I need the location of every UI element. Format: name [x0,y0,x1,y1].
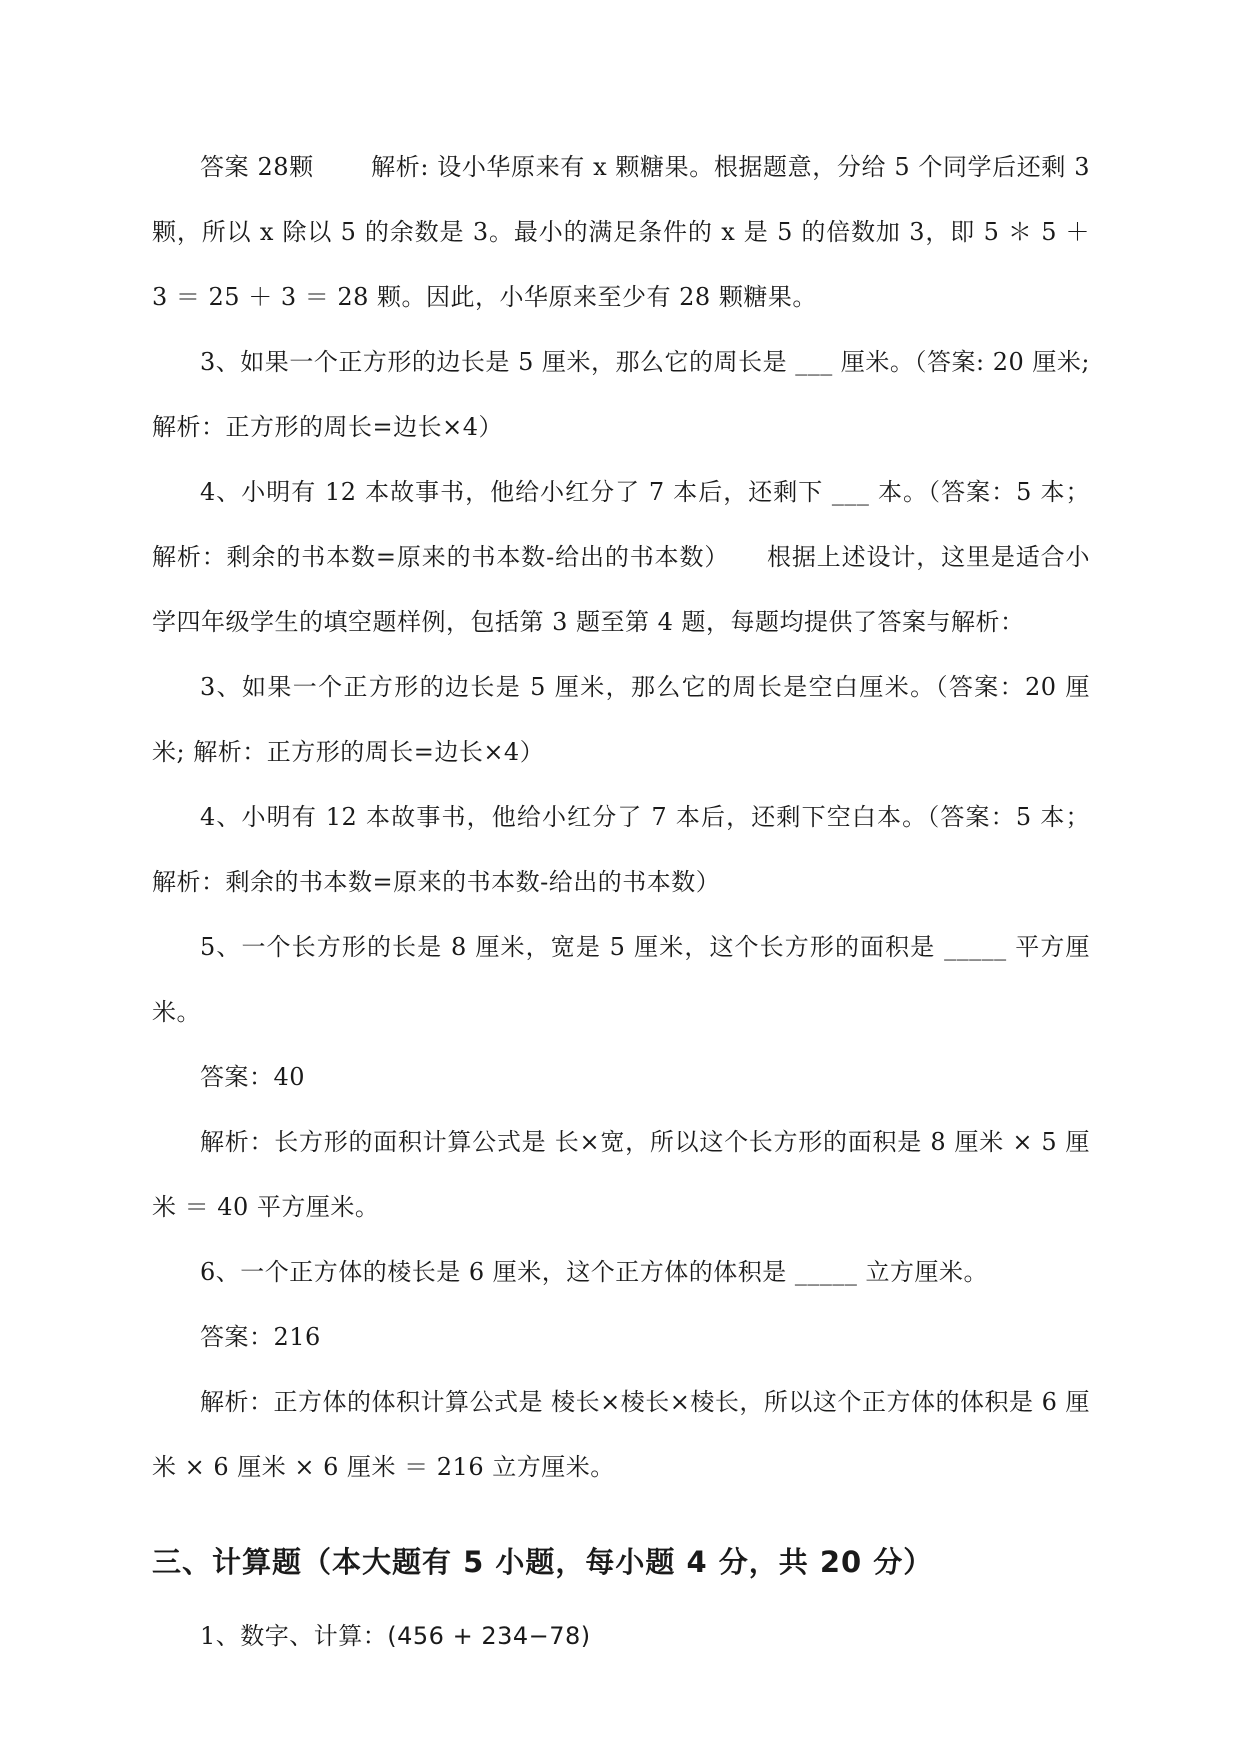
question-3-first: 3、如果一个正方形的边长是 5 厘米，那么它的周长是 ___ 厘米。（答案: 20 厘米; 解析：正方形的周长=边长×4） [152,348,1090,441]
document-body [152,135,1090,1669]
section-heading-calculation: 三、计算题（本大题有 5 小题，每小题 4 分，共 20 分） [152,1545,934,1579]
calc-question-1-prefix: 1、数字、计算： [200,1622,388,1650]
calc-question-1 [152,1604,1090,1669]
question-6: 6、一个正方体的棱长是 6 厘米，这个正方体的体积是 _____ 立方厘米。 [200,1258,989,1286]
question-5: 5、一个长方形的长是 8 厘米，宽是 5 厘米，这个长方形的面积是 _____ 平方厘米。 [152,933,1090,1026]
question-5-answer: 答案：40 [200,1063,306,1091]
answer-paragraph-q2: 答案 28颗 解析: 设小华原来有 x 颗糖果。根据题意，分给 5 个同学后还剩 3 颗，所以 x 除以 5 的余数是 3。最小的满足条件的 x 是 5 的倍数加 3，即 5 ＊ 5 ＋ 3 ＝ 25 ＋ 3 ＝ 28 颗。因此，小华原来至少有 28 颗糖果。 [152,153,1090,311]
question-4-first: 4、小明有 12 本故事书，他给小红分了 7 本后，还剩下 ___ 本。（答案：5 本；解析：剩余的书本数=原来的书本数-给出的书本数） 根据上述设计，这里是适合小学四年级学生的填空题样例，包括第 3 题至第 4 题，每题均提供了答案与解析： [152,478,1090,636]
question-4-second: 4、小明有 12 本故事书，他给小红分了 7 本后，还剩下空白本。（答案：5 本；解析：剩余的书本数=原来的书本数-给出的书本数） [152,803,1090,896]
calc-question-1-expression: (456 + 234−78) [387,1622,591,1650]
question-5-explanation: 解析：长方形的面积计算公式是 长×宽，所以这个长方形的面积是 8 厘米 × 5 厘米 ＝ 40 平方厘米。 [152,1128,1090,1221]
question-6-explanation: 解析：正方体的体积计算公式是 棱长×棱长×棱长，所以这个正方体的体积是 6 厘米 × 6 厘米 × 6 厘米 ＝ 216 立方厘米。 [152,1388,1090,1481]
question-3-second: 3、如果一个正方形的边长是 5 厘米，那么它的周长是空白厘米。（答案：20 厘米; 解析：正方形的周长=边长×4） [152,673,1090,766]
question-6-answer: 答案：216 [200,1323,321,1351]
